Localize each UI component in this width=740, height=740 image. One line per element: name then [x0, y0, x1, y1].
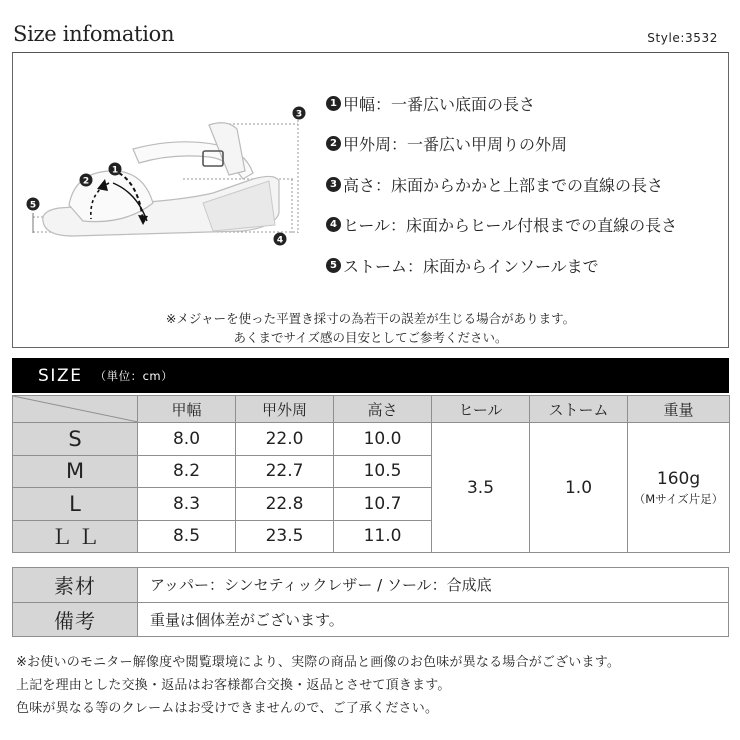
measurement-text: ストーム：床面からインソールまで	[343, 256, 599, 276]
measurement-item	[326, 83, 677, 124]
table-cell: 23.5	[236, 520, 334, 553]
table-cell: 22.0	[236, 423, 334, 456]
size-info-panel	[12, 53, 729, 348]
number-2-icon: 2	[326, 136, 341, 151]
measurement-item	[326, 245, 677, 286]
table-cell: 8.0	[138, 423, 236, 456]
size-label: S	[13, 423, 138, 456]
svg-text:5: 5	[29, 200, 37, 211]
corner-diagonal	[13, 396, 138, 422]
remarks-row	[13, 602, 729, 637]
table-cell: 10.5	[334, 455, 432, 488]
weight-value: 160g	[656, 468, 701, 489]
svg-text:2: 2	[82, 176, 90, 187]
column-header: ストーム	[530, 396, 628, 423]
svg-text:4: 4	[276, 235, 284, 246]
marker-1-icon	[109, 163, 122, 176]
material-row	[13, 568, 729, 603]
size-title: SIZE	[38, 365, 83, 386]
product-details-table	[12, 567, 729, 637]
column-header: 甲幅	[138, 396, 236, 423]
table-cell: 10.7	[334, 488, 432, 521]
column-header: ヒール	[432, 396, 530, 423]
measurement-item	[326, 205, 677, 246]
table-cell: 8.5	[138, 520, 236, 553]
measurement-text: ヒール：床面からヒール付根までの直線の長さ	[343, 216, 678, 236]
number-3-icon: 3	[326, 177, 341, 192]
weight-note: （Mサイズ片足）	[633, 491, 724, 506]
table-cell: 22.7	[236, 455, 334, 488]
svg-text:3: 3	[295, 109, 303, 120]
disclaimer-line: ※お使いのモニター解像度や閲覧環境により、実際の商品と画像のお色味が異なる場合がございます。	[16, 655, 621, 670]
number-4-icon: 4	[326, 217, 341, 232]
table-cell: 10.0	[334, 423, 432, 456]
size-section-header	[12, 358, 729, 393]
column-header: 重量	[628, 396, 730, 423]
page-title: Size infomation	[13, 22, 175, 46]
marker-4-icon	[274, 233, 287, 246]
table-row	[13, 423, 730, 456]
measurement-item	[326, 164, 677, 205]
measurement-text: 高さ：床面からかかと上部までの直線の長さ	[343, 175, 664, 195]
table-cell: 8.2	[138, 455, 236, 488]
number-1-icon: 1	[326, 96, 341, 111]
disclaimer	[16, 651, 620, 720]
measurement-text: 甲幅：一番広い底面の長さ	[343, 94, 536, 114]
measurement-item	[326, 124, 677, 165]
measurement-note-line1: ※メジャーを使った平置き採寸の為若干の誤差が生じる場合があります。	[165, 311, 576, 326]
svg-text:1: 1	[111, 165, 119, 176]
table-cell: 11.0	[334, 520, 432, 553]
size-table-header-row	[13, 396, 730, 423]
style-number: Style:3532	[647, 31, 718, 45]
marker-5-icon	[27, 198, 40, 211]
material-label: 素材	[13, 568, 138, 603]
size-table	[12, 395, 730, 553]
table-cell: 8.3	[138, 488, 236, 521]
measurement-definitions	[326, 83, 677, 286]
material-value: アッパー：シンセティックレザー / ソール：合成底	[138, 568, 729, 603]
marker-2-icon	[80, 174, 93, 187]
disclaimer-line: 上記を理由とした交換・返品はお客様都合交換・返品とさせて頂きます。	[16, 678, 451, 693]
size-label: L	[13, 488, 138, 521]
number-5-icon: 5	[326, 258, 341, 273]
size-label: ＬＬ	[13, 520, 138, 553]
disclaimer-line: 色味が異なる等のクレームはお受けできませんので、ご了承ください。	[16, 701, 439, 716]
size-unit: （単位：cm）	[94, 368, 174, 383]
remarks-label: 備考	[13, 602, 138, 637]
marker-3-icon	[293, 107, 306, 120]
column-header: 高さ	[334, 396, 432, 423]
table-cell: 22.8	[236, 488, 334, 521]
storm-cell: 1.0	[530, 423, 628, 553]
remarks-value: 重量は個体差がございます。	[138, 602, 729, 637]
column-header: 甲外周	[236, 396, 334, 423]
measurement-text: 甲外周：一番広い甲周りの外周	[343, 135, 568, 155]
size-label: M	[13, 455, 138, 488]
sandal-diagram	[13, 53, 313, 293]
weight-cell	[628, 423, 730, 553]
measurement-note-line2: あくまでサイズ感の目安としてご参考ください。	[233, 330, 508, 345]
heel-cell: 3.5	[432, 423, 530, 553]
table-corner	[13, 396, 138, 423]
